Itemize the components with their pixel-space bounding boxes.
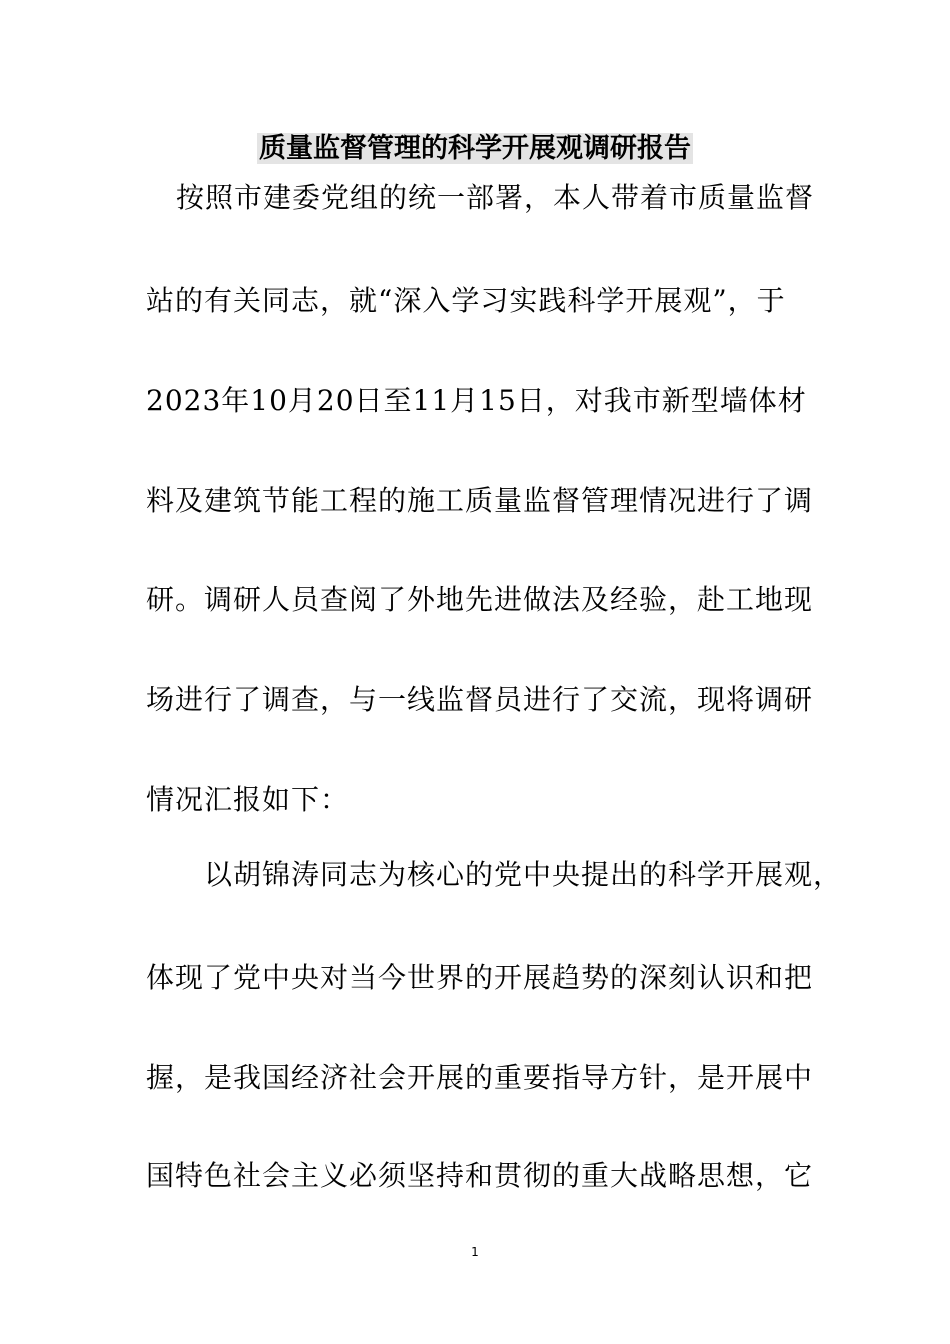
paragraph-1-line-1: 按照市建委党组的统一部署，本人带着市质量监督 [176,181,815,214]
paragraph-1-line-3: 2023年10月20日至11月15日，对我市新型墙体材 [146,384,807,417]
document-title-text: 质量监督管理的科学开展观调研报告 [259,133,691,164]
paragraph-1-line-4: 料及建筑节能工程的施工质量监督管理情况进行了调 [146,484,814,517]
document-title [0,129,950,169]
paragraph-1-line-7: 情况汇报如下： [146,783,350,816]
paragraph-2-line-4: 国特色社会主义必须坚持和贯彻的重大战略思想，它 [146,1159,814,1192]
paragraph-1-line-2: 站的有关同志，就“深入学习实践科学开展观”，于 [146,284,786,317]
paragraph-1-line-6: 场进行了调查，与一线监督员进行了交流，现将调研 [146,683,814,716]
paragraph-2-line-2: 体现了党中央对当今世界的开展趋势的深刻认识和把 [146,961,814,994]
paragraph-2-line-1: 以胡锦涛同志为核心的党中央提出的科学开展观， [204,858,843,891]
page-number: 1 [471,1245,479,1259]
paragraph-1-line-5: 研。调研人员查阅了外地先进做法及经验，赴工地现 [146,583,814,616]
paragraph-2-line-3: 握，是我国经济社会开展的重要指导方针，是开展中 [146,1061,814,1094]
